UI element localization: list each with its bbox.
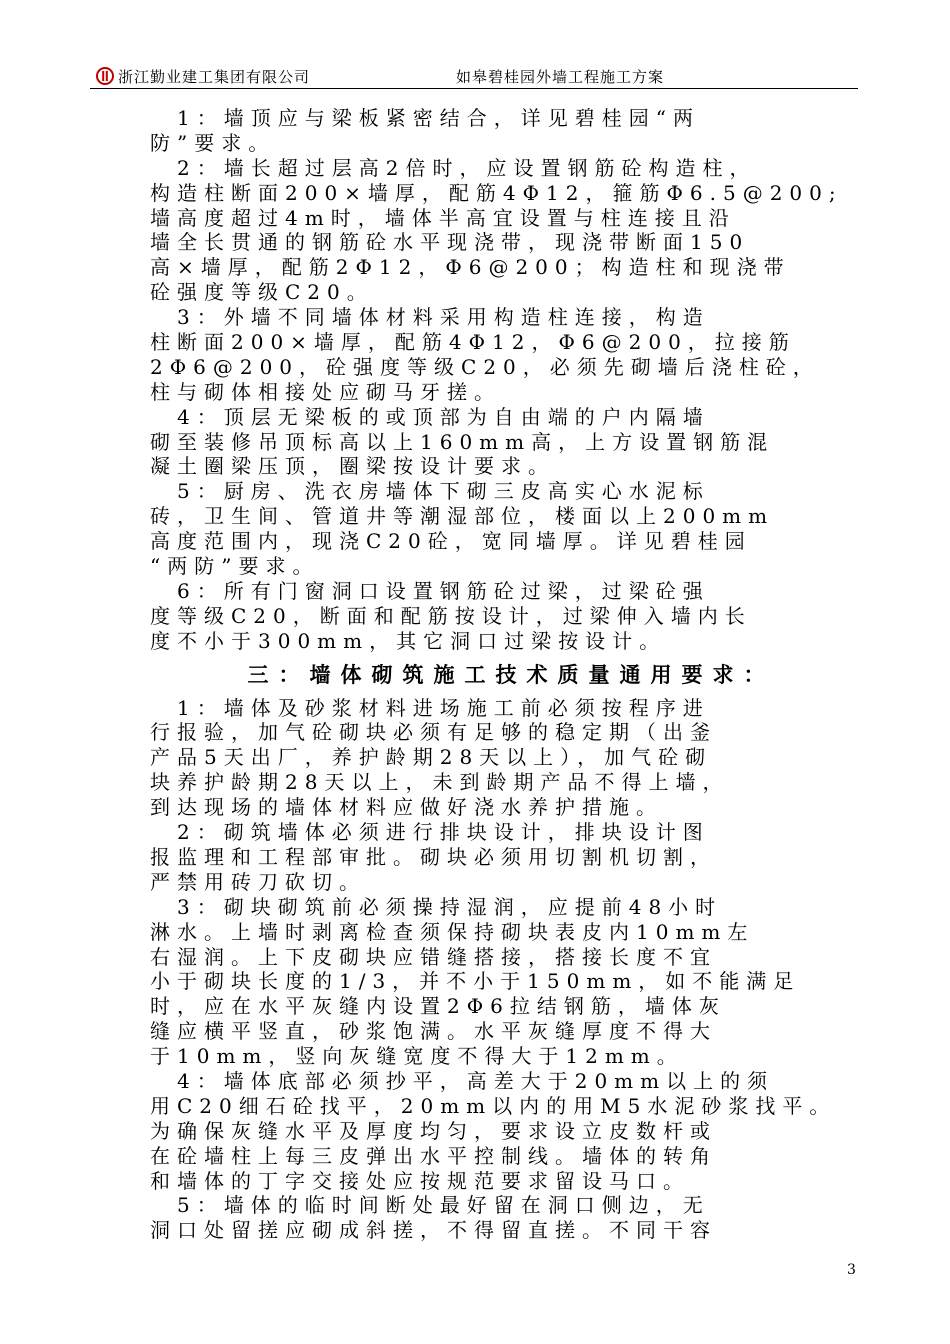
text-line: 高度范围内，现浇C20砼，宽同墙厚。详见碧桂园 <box>150 529 752 554</box>
text-line: 1：墙体及砂浆材料进场施工前必须按程序进 <box>150 695 710 720</box>
requirements-list <box>150 106 862 654</box>
text-line: 报监理和工程部审批。砌块必须用切割机切割， <box>150 844 717 869</box>
text-line: “两防”要求。 <box>150 554 320 579</box>
text-line: 小于砌块长度的1/3，并不小于150mm，如不能满足 <box>150 969 801 994</box>
page-header <box>90 62 858 89</box>
text-line: 砼强度等级C20。 <box>150 280 374 305</box>
text-line: 5：墙体的临时间断处最好留在洞口侧边，无 <box>150 1193 710 1218</box>
document-body <box>150 106 862 1243</box>
company-logo-icon <box>96 67 114 85</box>
document-title: 如皋碧桂园外墙工程施工方案 <box>456 68 665 86</box>
page-number: 3 <box>847 1262 856 1278</box>
text-line: 为确保灰缝水平及厚度均匀，要求设立皮数杆或 <box>150 1118 717 1143</box>
text-line: 于10mm，竖向灰缝宽度不得大于12mm。 <box>150 1044 684 1069</box>
text-line: 4：顶层无梁板的或顶部为自由端的户内隔墙 <box>150 404 710 429</box>
text-line: 2：墙长超过层高2倍时，应设置钢筋砼构造柱， <box>150 155 757 180</box>
text-line: 3：砌块砌筑前必须操持湿润，应提前48小时 <box>150 894 723 919</box>
text-line: 到达现场的墙体材料应做好浇水养护措施。 <box>150 795 663 820</box>
text-line: 砖，卫生间、管道井等潮湿部位，楼面以上200mm <box>150 504 775 529</box>
text-line: 缝应横平竖直，砂浆饱满。水平灰缝厚度不得大 <box>150 1019 717 1044</box>
quality-requirements-list <box>150 696 862 1244</box>
text-line: 5：厨房、洗衣房墙体下砌三皮高实心水泥标 <box>150 479 710 504</box>
text-line: 柱断面200×墙厚，配筋4Φ12，Φ6@200，拉接筋 <box>150 330 796 355</box>
text-line: 防”要求。 <box>150 130 276 155</box>
text-line: 柱与砌体相接处应砌马牙搓。 <box>150 379 501 404</box>
text-line: 凝土圈梁压顶，圈梁按设计要求。 <box>150 454 555 479</box>
section-heading: 三：墙体砌筑施工技术质量通用要求： <box>247 662 775 687</box>
text-line: 1：墙顶应与梁板紧密结合，详见碧桂园“两 <box>150 106 700 130</box>
text-line: 淋水。上墙时剥离检查须保持砌块表皮内10mm左 <box>150 919 755 944</box>
text-line: 墙高度超过4m时，墙体半高宜设置与柱连接且沿 <box>150 205 736 230</box>
company-name: 浙江勤业建工集团有限公司 <box>118 68 311 86</box>
text-line: 砌至装修吊顶标高以上160mm高，上方设置钢筋混 <box>150 429 775 454</box>
text-line: 构造柱断面200×墙厚，配筋4Φ12，箍筋Φ6.5@200; <box>150 180 843 205</box>
text-line: 在砼墙柱上每三皮弹出水平控制线。墙体的转角 <box>150 1143 717 1168</box>
text-line: 时，应在水平灰缝内设置2Φ6拉结钢筋，墙体灰 <box>150 994 726 1019</box>
text-line: 右湿润。上下皮砌块应错缝搭接，搭接长度不宜 <box>150 944 717 969</box>
text-line: 6：所有门窗洞口设置钢筋砼过梁，过梁砼强 <box>150 578 710 603</box>
text-line: 高×墙厚，配筋2Φ12，Φ6@200；构造柱和现浇带 <box>150 255 791 280</box>
text-line: 块养护龄期28天以上，未到龄期产品不得上墙， <box>150 770 730 795</box>
text-line: 严禁用砖刀砍切。 <box>150 869 366 894</box>
text-line: 2：砌筑墙体必须进行排块设计，排块设计图 <box>150 820 710 845</box>
text-line: 度等级C20，断面和配筋按设计，过梁伸入墙内长 <box>150 603 752 628</box>
text-line: 4：墙体底部必须抄平，高差大于20mm以上的须 <box>150 1068 775 1093</box>
text-line: 墙全长贯通的钢筋砼水平现浇带，现浇带断面150 <box>150 230 750 255</box>
text-line: 用C20细石砼找平，20mm以内的用M5水泥砂浆找平。 <box>150 1093 837 1118</box>
text-line: 洞口处留搓应砌成斜搓，不得留直搓。不同干容 <box>150 1218 717 1243</box>
text-line: 产品5天出厂，养护龄期28天以上），加气砼砌 <box>150 745 713 770</box>
text-line: 和墙体的丁字交接处应按规范要求留设马口。 <box>150 1168 690 1193</box>
text-line: 3：外墙不同墙体材料采用构造柱连接，构造 <box>150 305 710 330</box>
text-line: 行报验，加气砼砌块必须有足够的稳定期（出釜 <box>150 720 717 745</box>
text-line: 度不小于300mm，其它洞口过梁按设计。 <box>150 628 667 653</box>
text-line: 2Φ6@200，砼强度等级C20，必须先砌墙后浇柱砼， <box>150 354 820 379</box>
